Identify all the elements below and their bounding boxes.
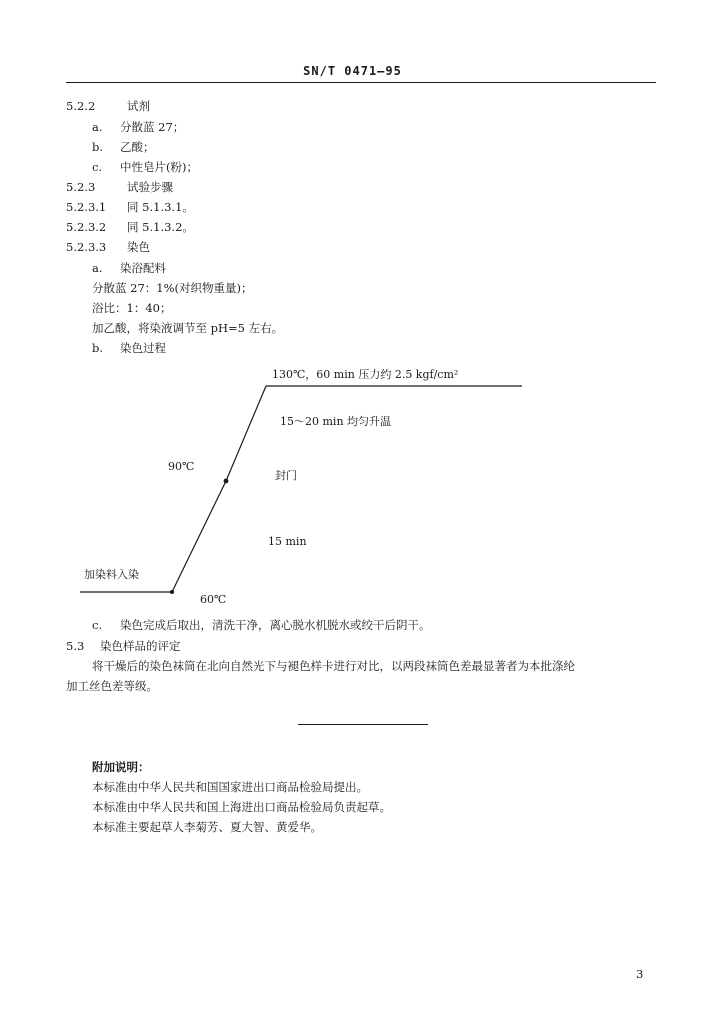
list-marker: c. bbox=[92, 160, 103, 174]
list-item: 染色完成后取出，清洗干净，离心脱水机脱水或绞干后阴干。 bbox=[120, 618, 431, 632]
section-number: 5.2.2 bbox=[66, 99, 96, 113]
list-item: 中性皂片(粉)； bbox=[120, 160, 198, 174]
notes-line: 本标准主要起草人李菊芳、夏大智、黄爱华。 bbox=[92, 820, 322, 834]
section-title: 试剂 bbox=[127, 99, 150, 113]
start-point bbox=[170, 590, 174, 594]
paragraph-line: 将干燥后的染色袜筒在北向自然光下与褪色样卡进行对比，以两段袜筒色差最显著者为本批涤纶 bbox=[92, 659, 575, 673]
section-number: 5.2.3.1 bbox=[66, 200, 107, 214]
recipe-line: 加乙酸，将染液调节至 pH=5 左右。 bbox=[92, 321, 284, 335]
ramp-line-upper bbox=[226, 386, 266, 481]
seal-point bbox=[224, 479, 229, 484]
list-item: 乙酸； bbox=[120, 140, 155, 154]
add-dye-label: 加染料入染 bbox=[84, 568, 139, 581]
list-marker: a. bbox=[92, 120, 103, 134]
page-number: 3 bbox=[636, 967, 644, 981]
top-condition-label: 130℃，60 min 压力约 2.5 kgf/cm² bbox=[272, 368, 459, 381]
seal-door-label: 封门 bbox=[275, 469, 297, 482]
start-temperature-label: 60℃ bbox=[200, 593, 227, 606]
notes-line: 本标准由中华人民共和国国家进出口商品检验局提出。 bbox=[92, 780, 368, 794]
section-title: 染色 bbox=[127, 240, 150, 254]
section-title: 染色样品的评定 bbox=[100, 639, 181, 653]
list-item: 染色过程 bbox=[120, 341, 166, 355]
section-number: 5.2.3.3 bbox=[66, 240, 107, 254]
ramp-line-lower bbox=[172, 481, 226, 592]
notes-line: 本标准由中华人民共和国上海进出口商品检验局负责起草。 bbox=[92, 800, 391, 814]
paragraph-line: 加工丝色差等级。 bbox=[66, 679, 158, 693]
recipe-line: 浴比：1：40； bbox=[92, 301, 172, 315]
notes-title: 附加说明： bbox=[92, 760, 150, 774]
list-item: 分散蓝 27； bbox=[120, 120, 185, 134]
section-title: 试验步骤 bbox=[127, 180, 173, 194]
end-rule bbox=[298, 724, 428, 725]
standard-number: SN/T 0471—95 bbox=[303, 64, 402, 78]
section-text: 同 5.1.3.2。 bbox=[127, 220, 194, 234]
ramp-label: 15～20 min 均匀升温 bbox=[280, 415, 392, 428]
list-marker: c. bbox=[92, 618, 103, 632]
section-number: 5.2.3 bbox=[66, 180, 96, 194]
mid-temperature-label: 90℃ bbox=[168, 460, 195, 473]
hold-time-label: 15 min bbox=[268, 535, 307, 548]
list-item: 染浴配料 bbox=[120, 261, 166, 275]
section-text: 同 5.1.3.1。 bbox=[127, 200, 194, 214]
list-marker: b. bbox=[92, 341, 104, 355]
recipe-line: 分散蓝 27：1%(对织物重量)； bbox=[92, 281, 253, 295]
list-marker: b. bbox=[92, 140, 104, 154]
section-number: 5.3 bbox=[66, 639, 85, 653]
section-number: 5.2.3.2 bbox=[66, 220, 107, 234]
list-marker: a. bbox=[92, 261, 103, 275]
